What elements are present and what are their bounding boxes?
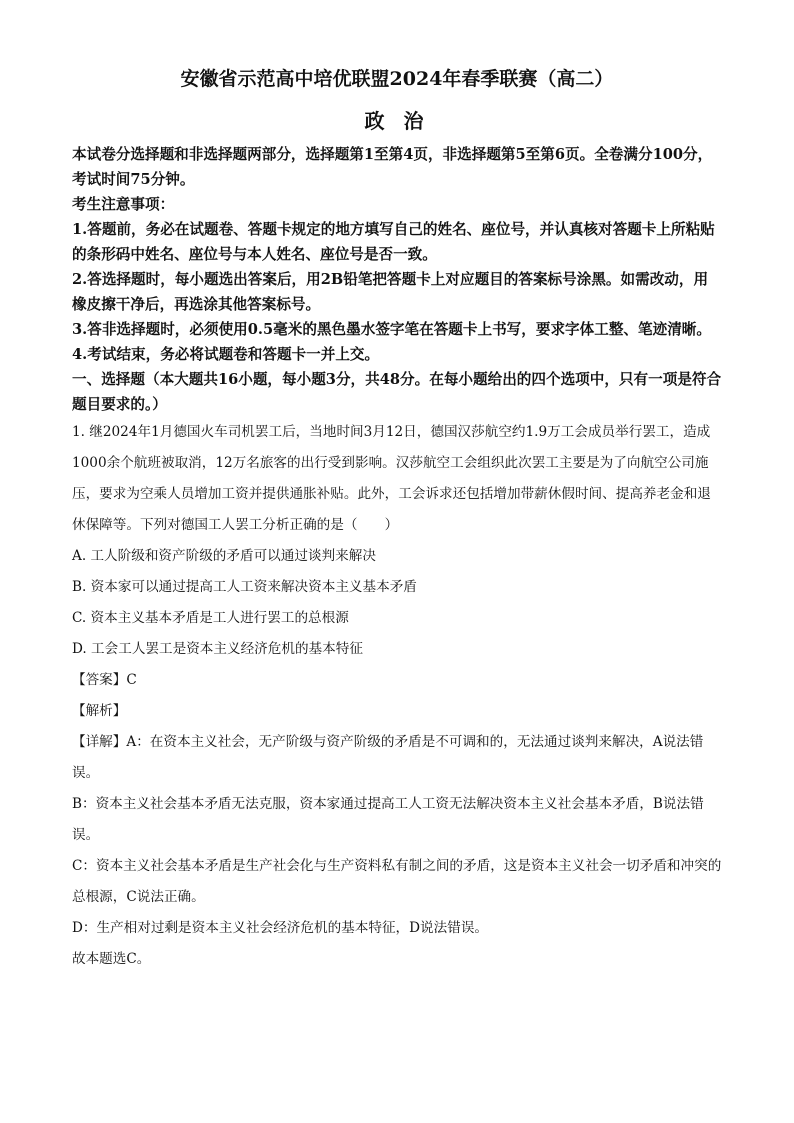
detail-b: B：资本主义社会基本矛盾无法克服，资本家通过提高工人工资无法解决资本主义社会基本矛盾，B说法错误。 [72, 796, 704, 843]
notice-title: 考生注意事项： [72, 196, 175, 213]
notice-item-2: 2.答选择题时，每小题选出答案后，用2B铅笔把答题卡上对应题目的答案标号涂黑。如需改动，用橡皮擦干净后，再选涂其他答案标号。 [72, 271, 709, 313]
exam-page [72, 64, 722, 975]
option-a: A. 工人阶级和资产阶级的矛盾可以通过谈判来解决 [72, 548, 376, 564]
notice-item-3: 3.答非选择题时，必须使用0.5毫米的黑色墨水签字笔在答题卡上书写，要求字体工整、笔迹清晰。 [72, 321, 711, 338]
detail-c: C：资本主义社会基本矛盾是生产社会化与生产资料私有制之间的矛盾，这是资本主义社会一切矛盾和冲突的总根源，C说法正确。 [72, 858, 722, 905]
question-stem: 1. 继2024年1月德国火车司机罢工后，当地时间3月12日，德国汉莎航空约1.9万工会成员举行罢工，造成1000余个航班被取消，12万名旅客的出行受到影响。汉莎航空工会组织此次罢工主要是为了向航空公司施压，要求为空乘人员增加工资并提供通胀补贴。此外，工会诉求还包括增加带薪休假时间、提高养老金和退休保障等。下列对德国工人罢工分析正确的是（ ） [72, 424, 711, 533]
answer-line: 【答案】C [72, 672, 137, 688]
detail-a: 【详解】A：在资本主义社会，无产阶级与资产阶级的矛盾是不可调和的，无法通过谈判来解决，A说法错误。 [72, 734, 704, 781]
exam-title: 安徽省示范高中培优联盟2024年春季联赛（高二） [180, 68, 614, 90]
detail-d: D：生产相对过剩是资本主义社会经济危机的基本特征，D说法错误。 [72, 920, 489, 936]
option-b: B. 资本家可以通过提高工人工资来解决资本主义基本矛盾 [72, 579, 417, 595]
option-d: D. 工会工人罢工是资本主义经济危机的基本特征 [72, 641, 363, 657]
conclusion: 故本题选C。 [72, 951, 151, 967]
exam-intro: 本试卷分选择题和非选择题两部分，选择题第1至第4页，非选择题第5至第6页。全卷满分100分，考试时间75分钟。 [72, 146, 713, 188]
analysis-label: 【解析】 [72, 703, 127, 719]
notice-item-1: 1.答题前，务必在试题卷、答题卡规定的地方填写自己的姓名、座位号，并认真核对答题卡上所粘贴的条形码中姓名、座位号与本人姓名、座位号是否一致。 [72, 221, 715, 263]
subject-title: 政 治 [364, 109, 430, 133]
section-heading: 一、选择题（本大题共16小题，每小题3分，共48分。在每小题给出的四个选项中，只有一项是符合题目要求的。） [72, 371, 722, 413]
option-c: C. 资本主义基本矛盾是工人进行罢工的总根源 [72, 610, 349, 626]
notice-item-4: 4.考试结束，务必将试题卷和答题卡一并上交。 [72, 346, 380, 363]
